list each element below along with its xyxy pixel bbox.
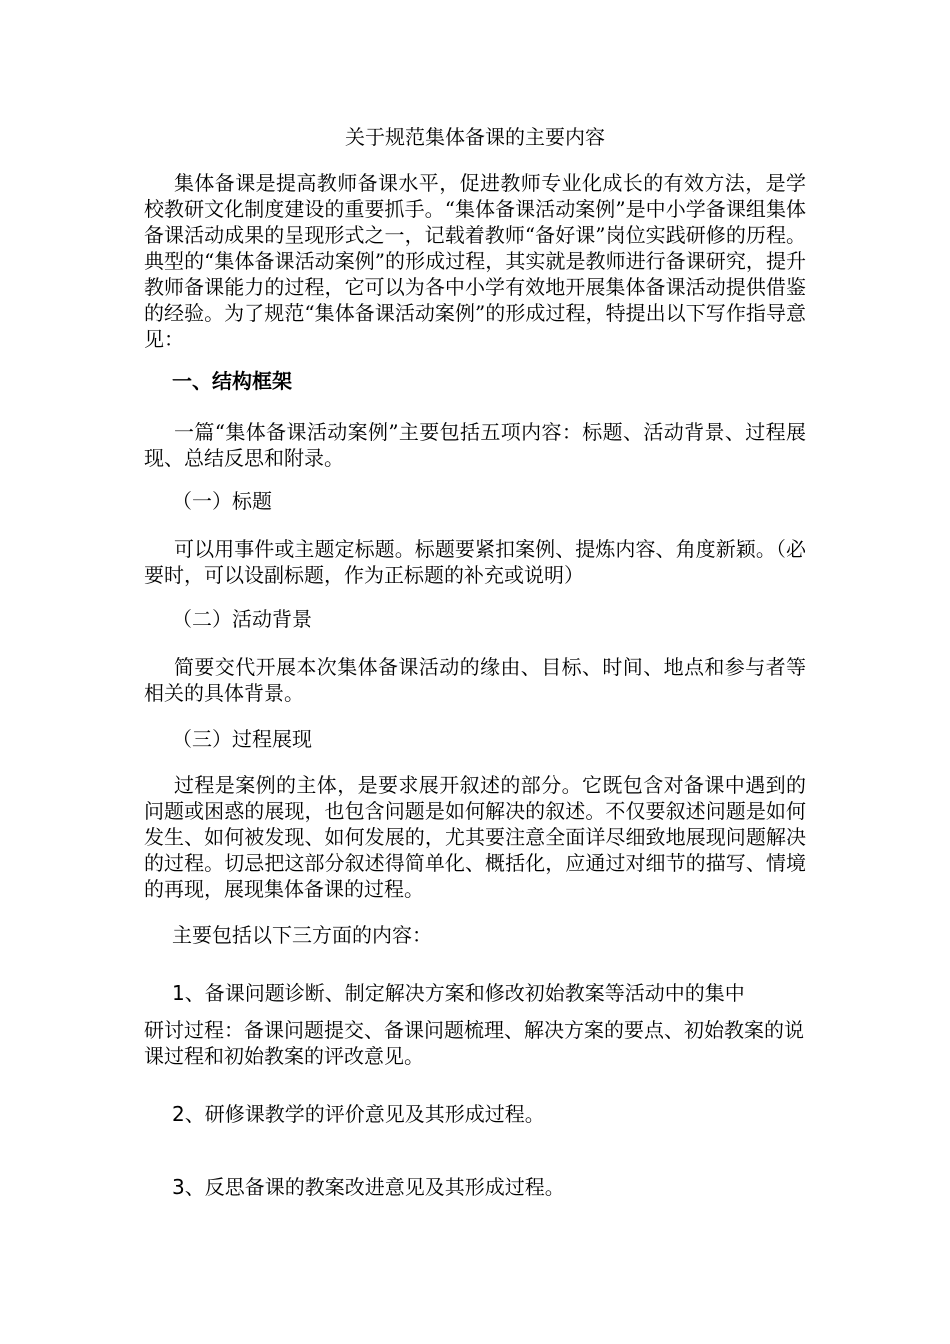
list-item-2: 2、研修课教学的评价意见及其形成过程。 (172, 1102, 545, 1126)
document-title: 关于规范集体备课的主要内容 (345, 125, 605, 149)
subsection-title-text: 可以用事件或主题定标题。标题要紧扣案例、提炼内容、角度新颖。（必要时，可以设副标题，作为正标题的补充或说明） (144, 537, 806, 587)
subheading-title: （一）标题 (172, 489, 272, 513)
list-item-1-continuation: 研讨过程：备课问题提交、备课问题梳理、解决方案的要点、初始教案的说课过程和初始教案的评改意见。 (144, 1018, 804, 1068)
list-item-1-first-line: 1、备课问题诊断、制定解决方案和修改初始教案等活动中的集中 (172, 981, 745, 1005)
subheading-process: （三）过程展现 (172, 727, 312, 751)
section-heading-structure: 一、结构框架 (172, 369, 292, 393)
subsection-process-text: 过程是案例的主体，是要求展开叙述的部分。它既包含对备课中遇到的问题或困惑的展现，也包含问题是如何解决的叙述。不仅要叙述问题是如何发生、如何被发现、如何发展的，尤其要注意全面详尽细致地展现问题解决的过程。切忌把这部分叙述得简单化、概括化，应通过对细节的描写、情境的再现，展现集体备课的过程。 (144, 773, 806, 901)
section-structure-text: 一篇“集体备课活动案例”主要包括五项内容：标题、活动背景、过程展现、总结反思和附录。 (144, 420, 806, 470)
subsection-background-text: 简要交代开展本次集体备课活动的缘由、目标、时间、地点和参与者等相关的具体背景。 (144, 655, 806, 705)
intro-paragraph: 集体备课是提高教师备课水平，促进教师专业化成长的有效方法，是学校教研文化制度建设的重要抓手。“集体备课活动案例”是中小学备课组集体备课活动成果的呈现形式之一，记载着教师“备好课”岗位实践研修的历程。典型的“集体备课活动案例”的形成过程，其实就是教师进行备课研究，提升教师备课能力的过程，它可以为各中小学有效地开展集体备课活动提供借鉴的经验。为了规范“集体备课活动案例”的形成过程，特提出以下写作指导意见： (144, 171, 806, 351)
process-lead-text: 主要包括以下三方面的内容： (172, 923, 432, 947)
subheading-background: （二）活动背景 (172, 607, 312, 631)
list-item-3: 3、反思备课的教案改进意见及其形成过程。 (172, 1175, 565, 1199)
